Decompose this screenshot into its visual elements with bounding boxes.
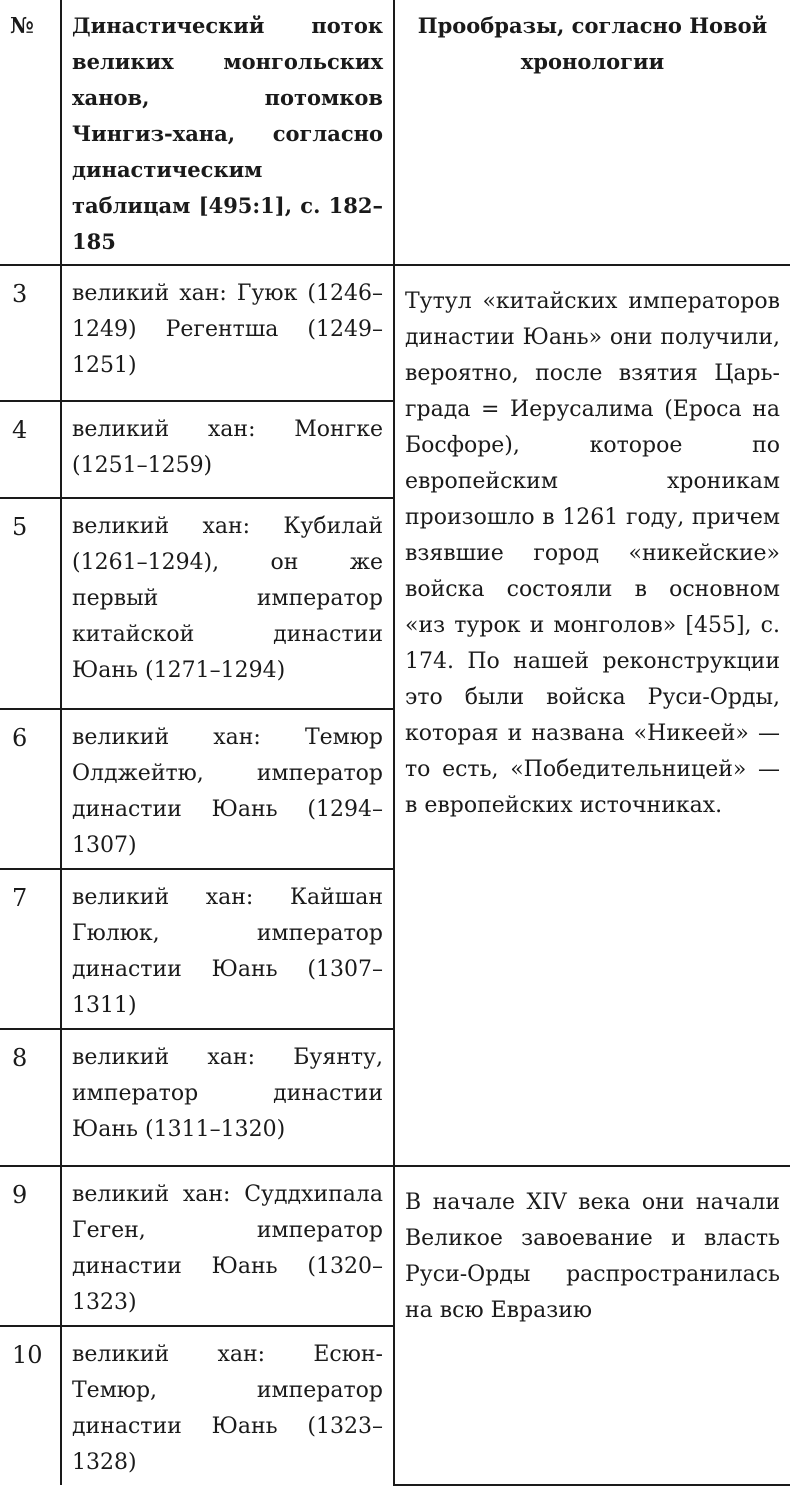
row-num: 8	[0, 1029, 61, 1166]
row-num: 3	[0, 265, 61, 401]
header-num: №	[0, 0, 61, 265]
row-num: 5	[0, 498, 61, 709]
table-row	[0, 1166, 790, 1326]
row-khan: великий хан: Монгке (1251–1259)	[61, 401, 394, 498]
row-num: 7	[0, 869, 61, 1029]
header-row	[0, 0, 790, 265]
row-khan: великий хан: Кубилай (1261–1294), он же первый император китайской династии Юань (1271–1294)	[61, 498, 394, 709]
header-dynasty: Династический поток великих монгольских ханов, потомков Чингиз-хана, согласно династическим таблицам [495:1], с. 182–185	[61, 0, 394, 265]
row-khan: великий хан: Гуюк (1246–1249) Регентша (1249–1251)	[61, 265, 394, 401]
row-khan: великий хан: Суддхипала Геген, император династии Юань (1320–1323)	[61, 1166, 394, 1326]
header-prototypes: Прообразы, согласно Новой хронологии	[394, 0, 790, 265]
row-khan: великий хан: Темюр Олджейтю, император династии Юань (1294–1307)	[61, 709, 394, 869]
prototype-cell-2: В начале XIV века они начали Великое завоевание и власть Руси-Орды распространилась на всю Евразию	[394, 1166, 790, 1485]
row-num: 10	[0, 1326, 61, 1485]
table-row	[0, 265, 790, 401]
prototype-cell-1: Тутул «китайских императоров династии Юань» они получили, вероятно, после взятия Царь-града = Иерусалима (Ероса на Босфоре), которое по европейским хроникам произошло в 1261 году, причем взявшие город «никейские» войска состояли в основном «из турок и монголов» [455], с. 174. По нашей реконструкции это были войска Руси-Орды, которая и названа «Никеей» — то есть, «Победительницей» — в европейских источниках.	[394, 265, 790, 1166]
row-khan: великий хан: Есюн-Темюр, император династии Юань (1323–1328)	[61, 1326, 394, 1485]
row-khan: великий хан: Буянту, император династии Юань (1311–1320)	[61, 1029, 394, 1166]
row-num: 4	[0, 401, 61, 498]
row-num: 6	[0, 709, 61, 869]
row-num: 9	[0, 1166, 61, 1326]
row-khan: великий хан: Кайшан Гюлюк, император династии Юань (1307–1311)	[61, 869, 394, 1029]
